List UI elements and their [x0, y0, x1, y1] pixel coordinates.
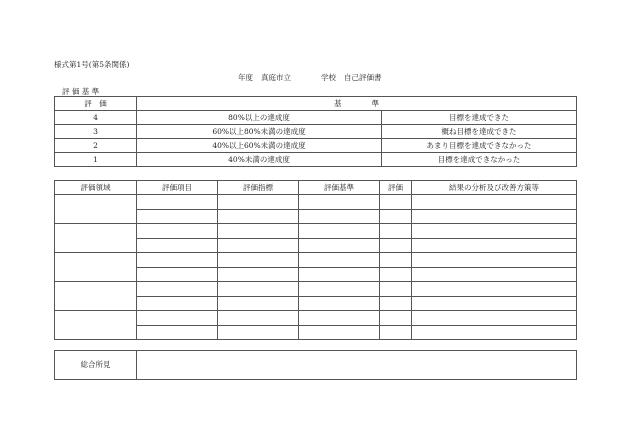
standard-cell[interactable]: [299, 311, 380, 326]
standard-cell[interactable]: [299, 224, 380, 239]
item-cell[interactable]: [137, 311, 218, 326]
title-city: 真庭市立: [261, 73, 291, 82]
domain-cell[interactable]: [55, 224, 137, 253]
title-doc: 自己評価書: [344, 73, 382, 82]
header-domain: 評価領域: [55, 181, 137, 195]
criteria-description: 概ね目標を達成できた: [382, 125, 577, 139]
item-cell[interactable]: [137, 253, 218, 268]
title-school: 学校: [321, 73, 336, 82]
indicator-cell[interactable]: [218, 296, 299, 311]
item-cell[interactable]: [137, 224, 218, 239]
domain-cell[interactable]: [55, 282, 137, 311]
analysis-cell[interactable]: [412, 224, 577, 239]
title-year: 年度: [238, 73, 253, 82]
standard-cell[interactable]: [299, 282, 380, 297]
criteria-rate: 40%未満の達成度: [137, 153, 382, 167]
standard-cell[interactable]: [299, 195, 380, 210]
indicator-cell[interactable]: [218, 224, 299, 239]
item-cell[interactable]: [137, 195, 218, 210]
criteria-row: [55, 139, 577, 153]
rating-cell[interactable]: [380, 253, 412, 268]
indicator-cell[interactable]: [218, 195, 299, 210]
indicator-cell[interactable]: [218, 267, 299, 282]
item-cell[interactable]: [137, 267, 218, 282]
criteria-row: [55, 153, 577, 167]
rating-cell[interactable]: [380, 224, 412, 239]
criteria-rate: 60%以上80%未満の達成度: [137, 125, 382, 139]
criteria-grade: 4: [55, 111, 137, 125]
item-cell[interactable]: [137, 209, 218, 224]
criteria-row: [55, 125, 577, 139]
domain-cell[interactable]: [55, 311, 137, 340]
analysis-cell[interactable]: [412, 296, 577, 311]
summary-row: [55, 351, 577, 380]
criteria-grade: 1: [55, 153, 137, 167]
analysis-cell[interactable]: [412, 325, 577, 340]
domain-cell[interactable]: [55, 195, 137, 224]
indicator-cell[interactable]: [218, 325, 299, 340]
header-indicator: 評価指標: [218, 181, 299, 195]
rating-cell[interactable]: [380, 267, 412, 282]
criteria-row: [55, 111, 577, 125]
criteria-grade: 2: [55, 139, 137, 153]
evaluation-header-row: [55, 181, 577, 195]
criteria-heading: 評 価 基 準: [62, 87, 100, 96]
header-analysis: 結果の分析及び改善方策等: [412, 181, 577, 195]
indicator-cell[interactable]: [218, 253, 299, 268]
indicator-cell[interactable]: [218, 238, 299, 253]
criteria-description: あまり目標を達成できなかった: [382, 139, 577, 153]
rating-cell[interactable]: [380, 238, 412, 253]
evaluation-table: [54, 180, 577, 340]
criteria-grade: 3: [55, 125, 137, 139]
item-cell[interactable]: [137, 296, 218, 311]
rating-cell[interactable]: [380, 282, 412, 297]
analysis-cell[interactable]: [412, 209, 577, 224]
rating-cell[interactable]: [380, 209, 412, 224]
header-item: 評価項目: [137, 181, 218, 195]
summary-label: 総合所見: [55, 351, 137, 380]
criteria-rate: 80%以上の達成度: [137, 111, 382, 125]
form-number: 様式第1号(第5条関係): [54, 60, 130, 69]
analysis-cell[interactable]: [412, 311, 577, 326]
criteria-header-standard: 基 準: [137, 97, 577, 111]
standard-cell[interactable]: [299, 267, 380, 282]
rating-cell[interactable]: [380, 325, 412, 340]
evaluation-row: [55, 311, 577, 326]
evaluation-row: [55, 224, 577, 239]
standard-cell[interactable]: [299, 209, 380, 224]
rating-cell[interactable]: [380, 311, 412, 326]
evaluation-row: [55, 282, 577, 297]
criteria-description: 目標を達成できなかった: [382, 153, 577, 167]
standard-cell[interactable]: [299, 325, 380, 340]
analysis-cell[interactable]: [412, 238, 577, 253]
rating-cell[interactable]: [380, 195, 412, 210]
document-title: [238, 72, 382, 83]
standard-cell[interactable]: [299, 253, 380, 268]
indicator-cell[interactable]: [218, 311, 299, 326]
criteria-table: [54, 96, 577, 167]
criteria-description: 目標を達成できた: [382, 111, 577, 125]
standard-cell[interactable]: [299, 238, 380, 253]
header-rating: 評価: [380, 181, 412, 195]
standard-cell[interactable]: [299, 296, 380, 311]
analysis-cell[interactable]: [412, 195, 577, 210]
evaluation-row: [55, 195, 577, 210]
analysis-cell[interactable]: [412, 253, 577, 268]
item-cell[interactable]: [137, 282, 218, 297]
criteria-header-grade: 評 価: [55, 97, 137, 111]
rating-cell[interactable]: [380, 296, 412, 311]
item-cell[interactable]: [137, 325, 218, 340]
summary-table: [54, 350, 577, 380]
item-cell[interactable]: [137, 238, 218, 253]
domain-cell[interactable]: [55, 253, 137, 282]
analysis-cell[interactable]: [412, 267, 577, 282]
analysis-cell[interactable]: [412, 282, 577, 297]
evaluation-row: [55, 253, 577, 268]
summary-input[interactable]: [137, 351, 577, 380]
indicator-cell[interactable]: [218, 209, 299, 224]
header-standard: 評価基準: [299, 181, 380, 195]
indicator-cell[interactable]: [218, 282, 299, 297]
criteria-header-row: [55, 97, 577, 111]
criteria-rate: 40%以上60%未満の達成度: [137, 139, 382, 153]
